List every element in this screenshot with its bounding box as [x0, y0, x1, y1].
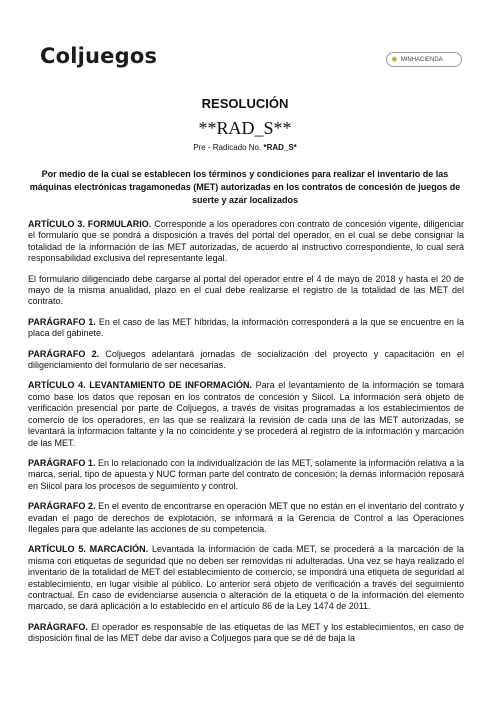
paragraph-heading: ARTÍCULO 3. FORMULARIO.: [28, 219, 152, 229]
paragraph: [28, 501, 464, 535]
pre-radicado: [0, 143, 490, 152]
seal-icon: ✹: [391, 55, 398, 64]
paragraph: [28, 458, 464, 492]
pre-radicado-label: Pre - Radicado No.: [193, 143, 262, 152]
paragraph-heading: PARÁGRAFO 1.: [28, 457, 96, 468]
paragraph: [28, 317, 464, 340]
paragraph-text: En lo relacionado con la individualización de las MET, solamente la información relativa a la marca, serial, tipo de apuesta y NUC forman parte del contrato de concesión; la demás información reposará en Siicol para los procesos de seguimiento y control.: [28, 457, 464, 491]
paragraph: [28, 622, 464, 644]
paragraph-heading: PARÁGRAFO 2.: [28, 348, 100, 359]
rad-placeholder: **RAD_S**: [198, 118, 292, 138]
paragraph-text: Corresponde a los operadores con contrato de concesión vigente, diligenciar el formulario que se pondrá a disposición a través del portal del operador, en el cual se debe consignar la totalidad de la información de las MET autorizadas, de acuerdo al instructivo correspondiente, lo cual será responsabilidad exclusiva del representante legal.: [28, 219, 464, 264]
page-header: [0, 0, 490, 80]
paragraph-heading: PARÁGRAFO 2.: [28, 501, 96, 512]
paragraph: [28, 380, 464, 448]
coljuegos-logo: [40, 44, 157, 68]
document-body: [28, 219, 464, 653]
paragraph-text: En el evento de encontrarse en operación MET que no están en el inventario del contrato y evadan el pago de derechos de explotación, se informará a la Gerencia de Control a las Operaciones Ilegales para que adelante las acciones de su competencia.: [28, 501, 464, 534]
pre-radicado-value: *RAD_S*: [263, 143, 297, 152]
paragraph-heading: PARÁGRAFO 1.: [28, 316, 96, 327]
paragraph-text: Coljuegos adelantará jornadas de socialización del proyecto y capacitación en el diligenciamiento del formulario de ser necesarias.: [28, 348, 465, 371]
paragraph-heading: ARTÍCULO 5. MARCACIÓN.: [28, 544, 149, 555]
paragraph: [28, 349, 464, 372]
paragraph-heading: ARTÍCULO 4. LEVANTAMIENTO DE INFORMACIÓN.: [28, 380, 252, 391]
ministry-label: MINHACIENDA: [400, 56, 443, 63]
paragraph-heading: PARÁGRAFO.: [28, 621, 88, 632]
paragraph-text: En el caso de las MET híbridas, la información corresponderá a la que se encuentre en la placa del gabinete.: [28, 316, 464, 339]
paragraph-text: El formulario diligenciado debe cargarse al portal del operador entre el 4 de mayo de 2018 y hasta el 20 de mayo de la misma anualidad, plazo en el cual debe realizarse el registro de la totalidad de las MET del contrato.: [28, 273, 464, 307]
paragraph: [28, 544, 464, 612]
minhacienda-badge: [386, 52, 462, 67]
paragraph-text: Para el levantamiento de la información se tomará como base los datos que reposan en los contratos de concesión y Siicol. La información será objeto de verificación presencial por parte de Coljuegos, a través de visitas programadas a los establecimientos de comercio de los operadores, en las que se realizará la revisión de cada una de las MET autorizadas, se levantará la información faltante y la no coincidente y se procederá al registro de la información y marcación de las MET.: [28, 380, 465, 448]
logo-text: Coljuegos: [40, 44, 158, 68]
paragraph-text: Levantada la información de cada MET, se procederá a la marcación de la misma con etiquetas de seguridad que no deben ser removidas ni adulteradas. Una vez se haya realizado el inventario de la totalidad de MET del establecimiento de comercio, se impondrá una etiqueta de seguridad al establecimiento, en lugar visible al público. Lo anterior será objeto de verificación a través del seguimiento contractual. En caso de evidenciarse ausencia o alteración de la etiqueta o de la información del elemento marcado, se dará aplicación a lo establecido en el artículo 86 de la Ley 1474 de 2011.: [28, 544, 464, 612]
paragraph: [28, 274, 464, 308]
resolution-title: RESOLUCIÓN: [201, 96, 289, 111]
paragraph: [28, 219, 464, 265]
resolution-subject: Por medio de la cual se establecen los términos y condiciones para realizar el inventario de las máquinas electrónicas tragamonedas (MET) autorizadas en los contratos de concesión de juegos de suerte y azar localizados: [29, 169, 461, 205]
paragraph-text: El operador es responsable de las etiquetas de las MET y los establecimientos, en caso de disposición final de las MET debe dar aviso a Coljuegos para que se dé de baja la: [28, 621, 464, 644]
